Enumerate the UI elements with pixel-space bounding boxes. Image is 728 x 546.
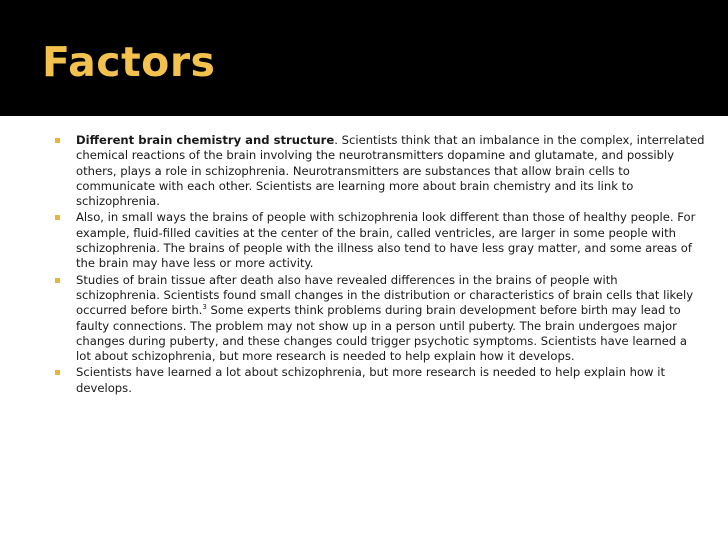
bullet-text (76, 365, 705, 396)
footnote-marker: 3 (202, 303, 207, 312)
bullet-text (76, 133, 705, 209)
bullet-item (55, 273, 705, 365)
bullet-text (76, 210, 705, 271)
bullet-item (55, 133, 705, 209)
bullet-body: Also, in small ways the brains of people with schizophrenia look different than those of healthy people. For example, fluid-filled cavities at the center of the brain, called ventricles, are larger in some people with schizophrenia. The brains of people with the illness also tend to have less gray matter, and some areas of the brain may have less or more activity. (76, 210, 696, 271)
bullet-text (76, 273, 705, 365)
square-bullet-icon (55, 138, 60, 143)
bullet-list (55, 133, 705, 397)
bullet-body: Studies of brain tissue after death also have revealed differences in the brains of people with schizophrenia. Scientists found small changes in the distribution or characteristics of brain cells that likely occurred before birth. (76, 272, 694, 318)
bullet-body-continued: Some experts think problems during brain development before birth may lead to faulty connections. The problem may not show up in a person until puberty. The brain undergoes major changes during puberty, and these changes could trigger psychotic symptoms. Scientists have learned a lot about schizophrenia, but more research is needed to help explain how it develops. (76, 303, 688, 364)
bullet-body: . Scientists think that an imbalance in the complex, interrelated chemical reactions of the brain involving the neurotransmitters dopamine and glutamate, and possibly others, plays a role in schizophrenia. Neurotransmitters are substances that allow brain cells to communicate with each other. Scientists are learning more about brain chemistry and its link to schizophrenia. (76, 133, 705, 209)
square-bullet-icon (55, 215, 60, 220)
bullet-lead: Different brain chemistry and structure (76, 133, 335, 147)
bullet-item (55, 210, 705, 271)
bullet-item (55, 365, 705, 396)
slide-title: Factors (42, 38, 216, 86)
bullet-body: Scientists have learned a lot about schizophrenia, but more research is needed to help explain how it develops. (76, 365, 665, 395)
square-bullet-icon (55, 370, 60, 375)
title-bar (0, 0, 728, 116)
square-bullet-icon (55, 278, 60, 283)
